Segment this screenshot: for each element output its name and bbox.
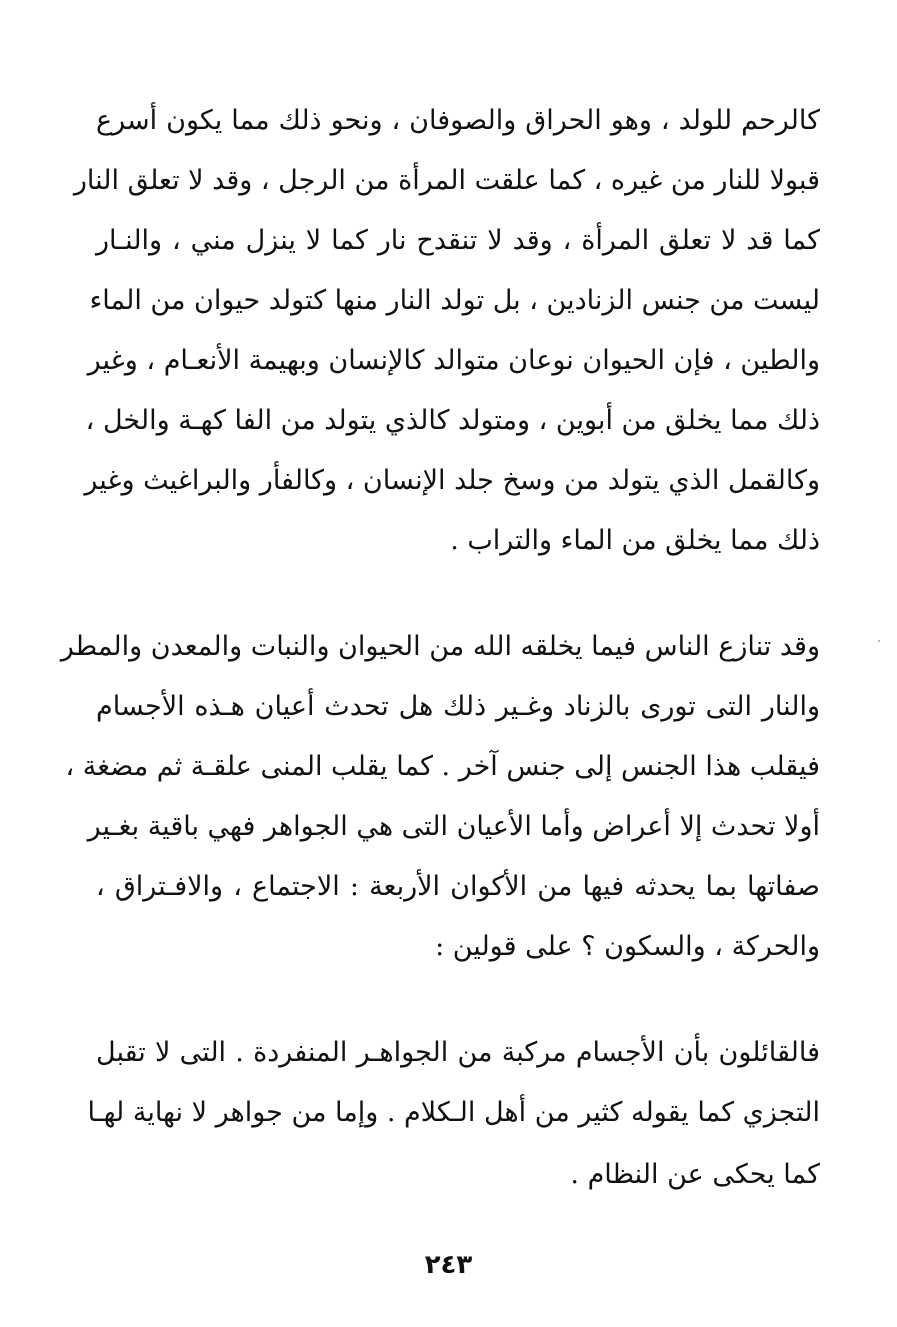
margin-speck — [878, 640, 880, 642]
text-line: قبولا للنار من غيره ، كما علقت المرأة من الرجل ، وقد لا تعلق النار — [73, 165, 820, 196]
text-line: ذلك مما يخلق من الماء والتراب . — [450, 525, 820, 556]
text-line: كما يحكى عن النظام . — [570, 1159, 820, 1190]
text-line: والحركة ، والسكون ؟ على قولين : — [435, 931, 820, 962]
text-line: فالقائلون بأن الأجسام مركبة من الجواهـر المنفردة . التى لا تقبل — [96, 1037, 820, 1068]
text-line: وقد تنازع الناس فيما يخلقه الله من الحيوان والنبات والمعدن والمطر — [60, 631, 820, 662]
text-line: والطين ، فإن الحيوان نوعان متوالد كالإنسان وبهيمة الأنعـام ، وغير — [87, 345, 820, 376]
text-line: ليست من جنس الزنادين ، بل تولد النار منها كتولد حيوان من الماء — [89, 285, 820, 316]
page-number: ٢٤٣ — [424, 1250, 473, 1280]
text-line: التجزي كما يقوله كثير من أهل الـكلام . وإما من جواهر لا نهاية لهـا — [87, 1097, 820, 1128]
text-line: والنار التى تورى بالزناد وغـير ذلك هل تحدث أعيان هـذه الأجسام — [96, 691, 820, 722]
main-text — [60, 0, 820, 1240]
text-line: وكالقمل الذي يتولد من وسخ جلد الإنسان ، وكالفأر والبراغيث وغير — [84, 465, 820, 496]
text-line: ذلك مما يخلق من أبوين ، ومتولد كالذي يتولد من الفا كهـة والخل ، — [85, 405, 820, 436]
text-line: أولا تحدث إلا أعراض وأما الأعيان التى هي الجواهر فهي باقية بغـير — [87, 811, 820, 842]
text-line: كالرحم للولد ، وهو الحراق والصوفان ، ونحو ذلك مما يكون أسرع — [96, 105, 820, 136]
text-line: فيقلب هذا الجنس إلى جنس آخر . كما يقلب المنى علقـة ثم مضغة ، — [65, 751, 820, 782]
text-line: صفاتها بما يحدثه فيها من الأكوان الأربعة : الاجتماع ، والافـتراق ، — [96, 871, 820, 902]
text-line: كما قد لا تعلق المرأة ، وقد لا تنقدح نار كما لا ينزل مني ، والنـار — [96, 225, 820, 256]
